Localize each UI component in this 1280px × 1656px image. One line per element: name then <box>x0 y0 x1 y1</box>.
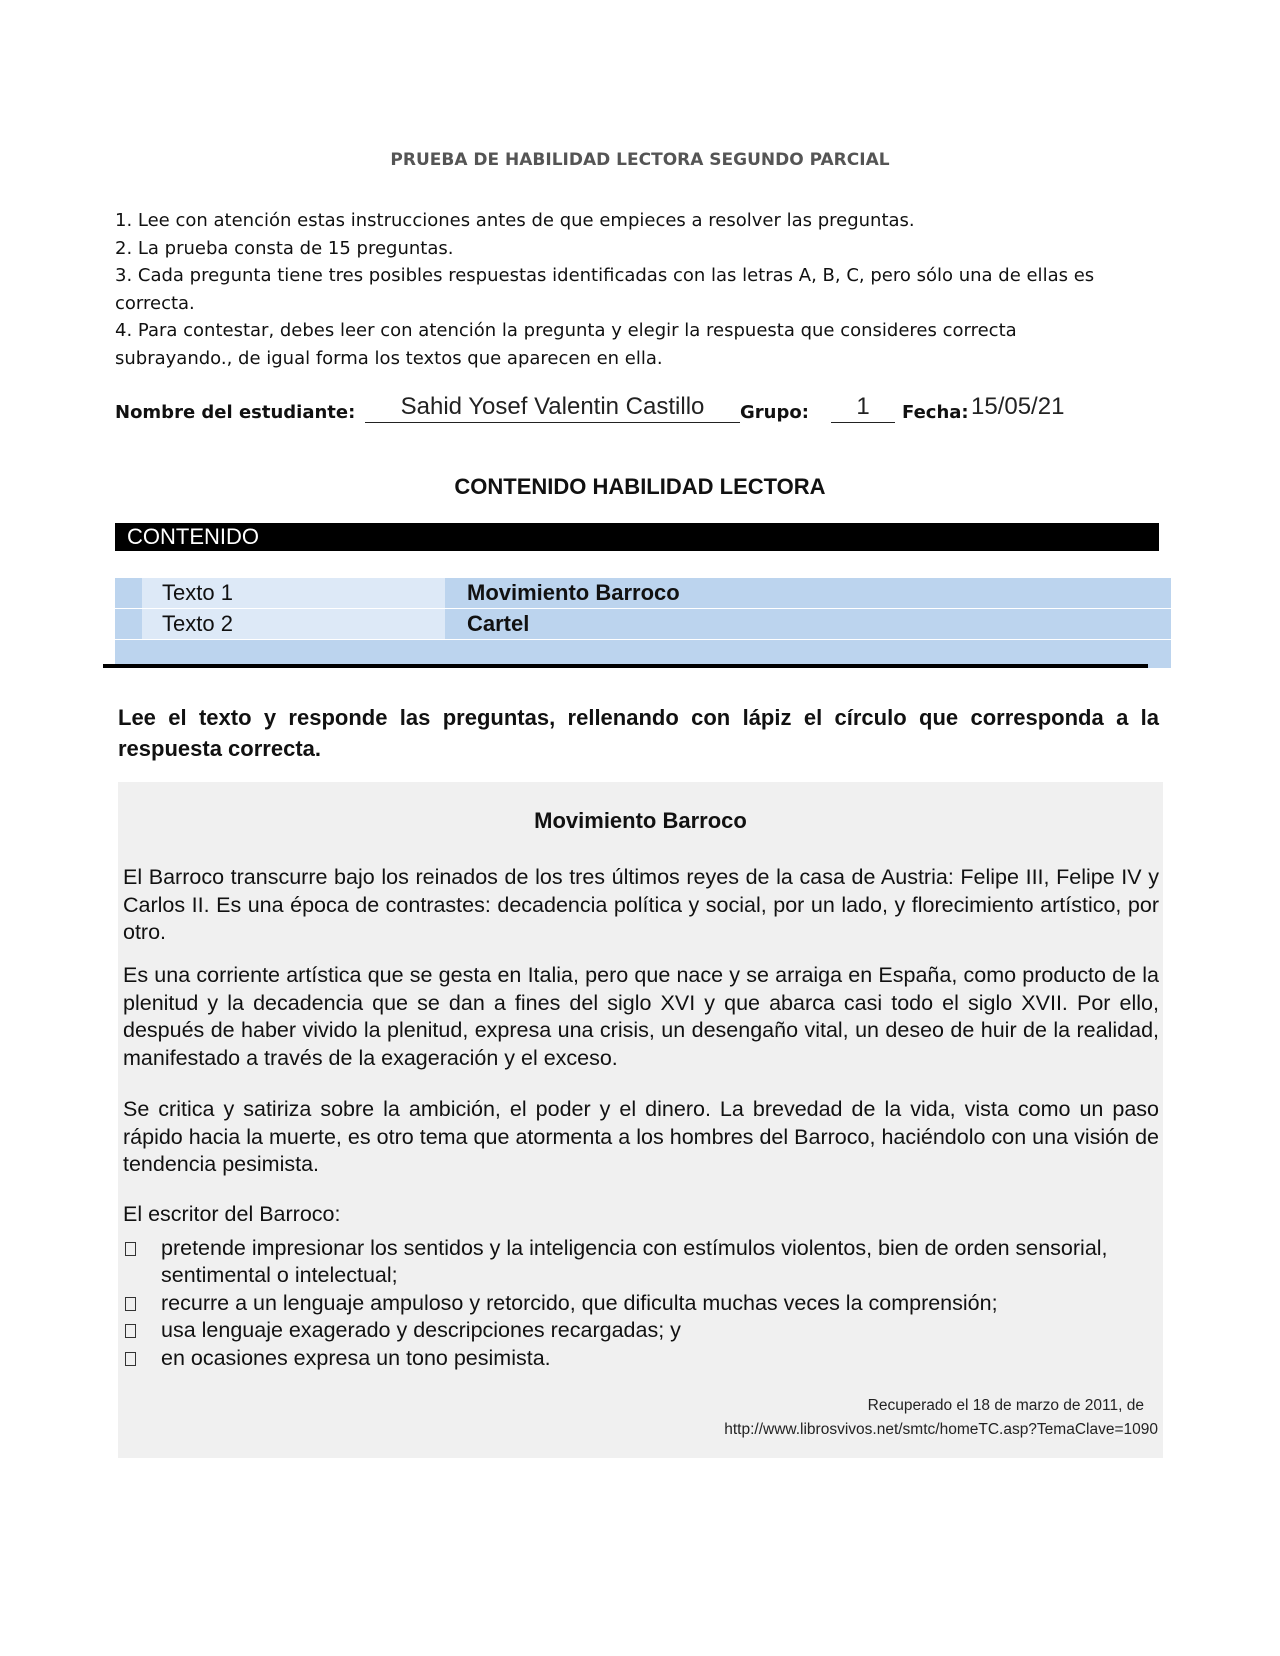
list-item-text: en ocasiones expresa un tono pesimista. <box>161 1345 551 1370</box>
paragraph-3: Se critica y satiriza sobre la ambición, el poder y el dinero. La brevedad de la vida, vista como un paso rápido hacia la muerte, es otro tema que atormenta a los hombres del Barroco, haciéndolo con una visión de tendencia pesimista. <box>123 1097 1159 1176</box>
table-row <box>115 578 1171 608</box>
group-label: Grupo: <box>740 402 809 423</box>
list-item <box>123 1290 1159 1318</box>
checkbox-icon <box>125 1297 136 1311</box>
date-label: Fecha: <box>902 402 969 423</box>
content-heading: CONTENIDO HABILIDAD LECTORA <box>454 474 826 499</box>
student-name-label: Nombre del estudiante: <box>115 402 356 423</box>
source-url[interactable]: http://www.librosvivos.net/smtc/homeTC.asp?TemaClave=1090 <box>724 1421 1158 1438</box>
text-label: Texto 2 <box>142 609 445 639</box>
page-title: PRUEBA DE HABILIDAD LECTORA SEGUNDO PARCIAL <box>390 150 890 170</box>
reading-panel <box>118 782 1163 1458</box>
instruction-3: 3. Cada pregunta tiene tres posibles respuestas identificadas con las letras A, B, C, pero sólo una de ellas es correcta. <box>115 265 1095 314</box>
paragraph-1: El Barroco transcurre bajo los reinados de los tres últimos reyes de la casa de Austria: Felipe III, Felipe IV y Carlos II. Es una época de contrastes: decadencia política y social, por un lado, y florecimiento artístico, por otro. <box>123 865 1159 944</box>
row-gutter <box>115 609 140 639</box>
source-line-1: Recuperado el 18 de marzo de 2011, de <box>867 1397 1144 1414</box>
list-item <box>123 1235 1159 1290</box>
content-table <box>115 578 1171 669</box>
list-intro: El escritor del Barroco: <box>123 1202 341 1226</box>
instructions <box>115 207 1125 372</box>
source-citation <box>724 1394 1158 1442</box>
paragraph-2: Es una corriente artística que se gesta en Italia, pero que nace y se arraiga en España, como producto de la plenitud y la decadencia que se dan a fines del siglo XVI y que abarca casi todo el siglo XVII. Por ello, después de haber vivido la plenitud, expresa una crisis, un desengaño vital, un deseo de huir de la realidad, manifestado a través de la exageración y el exceso. <box>123 963 1159 1070</box>
table-row <box>115 609 1171 639</box>
student-info-row <box>115 394 1185 430</box>
group-field[interactable]: 1 <box>831 394 895 423</box>
content-bar: CONTENIDO <box>115 523 1159 551</box>
list-item <box>123 1345 1159 1373</box>
instruction-2: 2. La prueba consta de 15 preguntas. <box>115 237 454 259</box>
text-title: Cartel <box>447 609 1171 639</box>
text-label: Texto 1 <box>142 578 445 608</box>
instruction-4: 4. Para contestar, debes leer con atención la pregunta y elegir la respuesta que consideres correcta subrayando., de igual forma los textos que aparecen en ella. <box>115 320 1017 369</box>
instruction-1: 1. Lee con atención estas instrucciones antes de que empieces a resolver las preguntas. <box>115 210 915 231</box>
divider-rule <box>103 664 1148 668</box>
list-item-text: usa lenguaje exagerado y descripciones recargadas; y <box>161 1318 681 1342</box>
list-item-text: recurre a un lenguaje ampuloso y retorcido, que dificulta muchas veces la comprensión; <box>161 1290 998 1315</box>
reading-title: Movimiento Barroco <box>534 808 747 833</box>
text-title: Movimiento Barroco <box>447 578 1171 608</box>
row-gutter <box>115 578 140 608</box>
checkbox-icon <box>125 1352 136 1366</box>
list-item <box>123 1317 1159 1345</box>
checkbox-icon <box>125 1242 136 1256</box>
student-name-field[interactable]: Sahid Yosef Valentin Castillo <box>365 394 740 423</box>
checkbox-icon <box>125 1324 136 1338</box>
reading-instruction: Lee el texto y responde las preguntas, rellenando con lápiz el círculo que corresponda a la respuesta correcta. <box>118 705 1159 761</box>
writer-traits-list <box>123 1201 1159 1372</box>
list-item-text: pretende impresionar los sentidos y la inteligencia con estímulos violentos, bien de orden sensorial, sentimental o intelectual; <box>161 1235 1108 1287</box>
date-field[interactable]: 15/05/21 <box>971 393 1065 420</box>
